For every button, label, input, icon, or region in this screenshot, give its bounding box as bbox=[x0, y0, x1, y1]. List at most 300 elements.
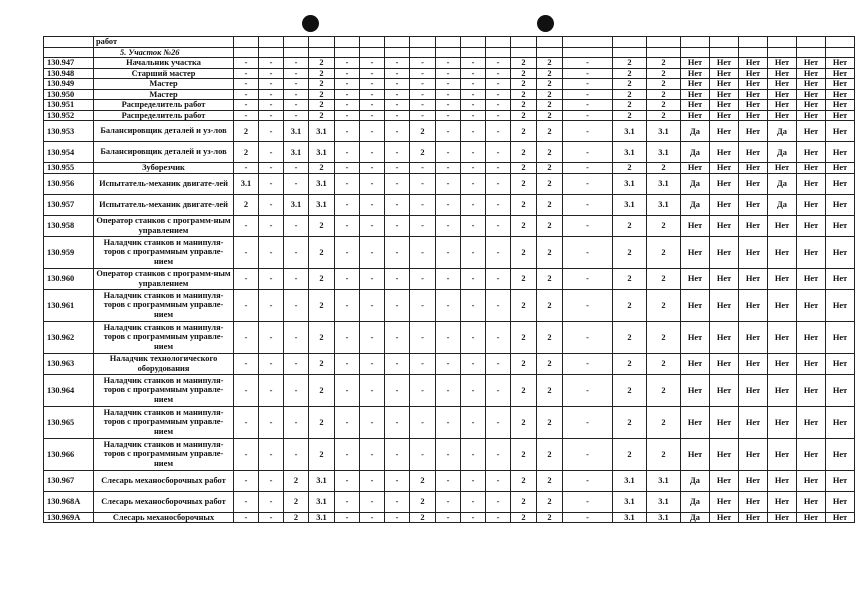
value-cell: Да bbox=[768, 142, 797, 163]
value-cell: - bbox=[486, 353, 511, 374]
value-cell: - bbox=[410, 194, 436, 215]
value-cell: Нет bbox=[826, 89, 855, 100]
value-cell: - bbox=[360, 321, 385, 353]
value-cell: - bbox=[385, 173, 410, 194]
value-cell: - bbox=[486, 374, 511, 406]
value-cell bbox=[537, 37, 563, 48]
value-cell: - bbox=[385, 142, 410, 163]
value-cell: 2 bbox=[309, 406, 335, 438]
value-cell: - bbox=[486, 438, 511, 470]
workplace-code: 130.955 bbox=[44, 163, 94, 174]
value-cell: 2 bbox=[284, 491, 309, 512]
value-cell: Нет bbox=[739, 470, 768, 491]
value-cell: 2 bbox=[647, 58, 681, 69]
value-cell: - bbox=[335, 110, 360, 121]
value-cell: - bbox=[461, 236, 486, 268]
value-cell: - bbox=[360, 215, 385, 236]
value-cell: Нет bbox=[739, 142, 768, 163]
value-cell: - bbox=[360, 512, 385, 523]
value-cell: 3.1 bbox=[613, 512, 647, 523]
value-cell: Да bbox=[681, 142, 710, 163]
value-cell: 3.1 bbox=[613, 470, 647, 491]
value-cell: - bbox=[259, 268, 284, 289]
value-cell: Да bbox=[768, 194, 797, 215]
value-cell: Нет bbox=[710, 163, 739, 174]
value-cell: Нет bbox=[739, 236, 768, 268]
value-cell: 3.1 bbox=[613, 142, 647, 163]
value-cell: Нет bbox=[739, 289, 768, 321]
value-cell: - bbox=[563, 406, 613, 438]
value-cell: 2 bbox=[511, 289, 537, 321]
position-name: Начальник участка bbox=[94, 58, 234, 69]
value-cell: - bbox=[284, 353, 309, 374]
value-cell: - bbox=[360, 58, 385, 69]
table-row bbox=[44, 438, 855, 470]
value-cell: Нет bbox=[739, 268, 768, 289]
value-cell: - bbox=[259, 173, 284, 194]
value-cell: - bbox=[436, 194, 461, 215]
value-cell: Нет bbox=[797, 110, 826, 121]
value-cell: Нет bbox=[710, 470, 739, 491]
value-cell bbox=[309, 37, 335, 48]
value-cell: - bbox=[461, 100, 486, 111]
value-cell: - bbox=[563, 438, 613, 470]
value-cell: Нет bbox=[681, 321, 710, 353]
value-cell: 2 bbox=[511, 100, 537, 111]
value-cell: 2 bbox=[647, 374, 681, 406]
value-cell bbox=[826, 37, 855, 48]
value-cell: 2 bbox=[511, 194, 537, 215]
value-cell: 3.1 bbox=[284, 142, 309, 163]
value-cell: 3.1 bbox=[613, 173, 647, 194]
value-cell: - bbox=[486, 491, 511, 512]
value-cell: - bbox=[486, 173, 511, 194]
workplace-code: 130.957 bbox=[44, 194, 94, 215]
value-cell: - bbox=[259, 470, 284, 491]
value-cell: Нет bbox=[681, 438, 710, 470]
value-cell: - bbox=[461, 353, 486, 374]
value-cell: - bbox=[461, 512, 486, 523]
value-cell: - bbox=[259, 374, 284, 406]
value-cell: Нет bbox=[710, 173, 739, 194]
value-cell: - bbox=[335, 79, 360, 90]
value-cell: 2 bbox=[511, 142, 537, 163]
value-cell: - bbox=[486, 68, 511, 79]
value-cell bbox=[797, 37, 826, 48]
table-row bbox=[44, 268, 855, 289]
value-cell: 2 bbox=[309, 58, 335, 69]
value-cell: - bbox=[385, 89, 410, 100]
value-cell: - bbox=[436, 215, 461, 236]
value-cell: - bbox=[360, 121, 385, 142]
value-cell: 2 bbox=[284, 470, 309, 491]
value-cell: 2 bbox=[613, 215, 647, 236]
value-cell: 2 bbox=[511, 163, 537, 174]
value-cell: 2 bbox=[511, 438, 537, 470]
value-cell: 2 bbox=[511, 406, 537, 438]
value-cell: Нет bbox=[768, 163, 797, 174]
value-cell: Нет bbox=[739, 353, 768, 374]
value-cell: Нет bbox=[739, 68, 768, 79]
value-cell: - bbox=[259, 121, 284, 142]
value-cell: - bbox=[486, 470, 511, 491]
value-cell: Нет bbox=[681, 89, 710, 100]
value-cell: 2 bbox=[511, 491, 537, 512]
value-cell bbox=[360, 37, 385, 48]
value-cell: - bbox=[385, 194, 410, 215]
value-cell: - bbox=[284, 68, 309, 79]
table-row bbox=[44, 110, 855, 121]
value-cell: 3.1 bbox=[613, 121, 647, 142]
value-cell: 2 bbox=[537, 100, 563, 111]
value-cell: - bbox=[259, 353, 284, 374]
value-cell: Нет bbox=[681, 289, 710, 321]
value-cell: - bbox=[259, 236, 284, 268]
value-cell: 2 bbox=[537, 491, 563, 512]
value-cell: Нет bbox=[739, 79, 768, 90]
value-cell bbox=[768, 47, 797, 58]
value-cell: Нет bbox=[710, 194, 739, 215]
value-cell: - bbox=[234, 79, 259, 90]
workplace-code: 130.962 bbox=[44, 321, 94, 353]
value-cell bbox=[436, 47, 461, 58]
table-row bbox=[44, 163, 855, 174]
value-cell: - bbox=[436, 406, 461, 438]
value-cell: Нет bbox=[710, 89, 739, 100]
position-name: Распределитель работ bbox=[94, 110, 234, 121]
table-row bbox=[44, 215, 855, 236]
value-cell: - bbox=[360, 268, 385, 289]
value-cell: Да bbox=[681, 121, 710, 142]
value-cell: 3.1 bbox=[309, 121, 335, 142]
value-cell: 2 bbox=[309, 353, 335, 374]
value-cell bbox=[461, 37, 486, 48]
value-cell: Нет bbox=[797, 236, 826, 268]
value-cell bbox=[511, 47, 537, 58]
value-cell: - bbox=[259, 142, 284, 163]
table-row bbox=[44, 374, 855, 406]
value-cell: 2 bbox=[511, 512, 537, 523]
value-cell: 2 bbox=[613, 89, 647, 100]
value-cell: 3.1 bbox=[309, 173, 335, 194]
value-cell: Нет bbox=[681, 68, 710, 79]
table-row bbox=[44, 121, 855, 142]
value-cell: Нет bbox=[739, 89, 768, 100]
value-cell: - bbox=[563, 268, 613, 289]
value-cell: - bbox=[486, 194, 511, 215]
value-cell: 3.1 bbox=[234, 173, 259, 194]
value-cell: Да bbox=[681, 491, 710, 512]
value-cell: Нет bbox=[768, 289, 797, 321]
value-cell: 2 bbox=[410, 512, 436, 523]
value-cell: Нет bbox=[797, 89, 826, 100]
value-cell: - bbox=[360, 142, 385, 163]
value-cell: - bbox=[259, 110, 284, 121]
value-cell: Нет bbox=[797, 100, 826, 111]
value-cell: Нет bbox=[739, 406, 768, 438]
value-cell: - bbox=[385, 406, 410, 438]
value-cell: Нет bbox=[826, 173, 855, 194]
value-cell: Нет bbox=[797, 215, 826, 236]
value-cell: 2 bbox=[647, 353, 681, 374]
value-cell bbox=[259, 37, 284, 48]
value-cell: 2 bbox=[511, 68, 537, 79]
position-name: Оператор станков с программ-ным управлением bbox=[94, 268, 234, 289]
value-cell: - bbox=[563, 215, 613, 236]
value-cell: - bbox=[234, 470, 259, 491]
value-cell: - bbox=[436, 470, 461, 491]
value-cell: 2 bbox=[537, 68, 563, 79]
value-cell: 2 bbox=[647, 79, 681, 90]
value-cell: - bbox=[234, 163, 259, 174]
value-cell: - bbox=[385, 121, 410, 142]
value-cell: Нет bbox=[681, 268, 710, 289]
table-row bbox=[44, 89, 855, 100]
value-cell bbox=[613, 37, 647, 48]
value-cell: - bbox=[385, 215, 410, 236]
value-cell: - bbox=[486, 289, 511, 321]
value-cell: Нет bbox=[826, 470, 855, 491]
value-cell: Нет bbox=[768, 491, 797, 512]
value-cell bbox=[739, 47, 768, 58]
value-cell: - bbox=[563, 110, 613, 121]
workplace-code: 130.963 bbox=[44, 353, 94, 374]
value-cell: - bbox=[335, 58, 360, 69]
value-cell: - bbox=[461, 438, 486, 470]
value-cell: 2 bbox=[410, 470, 436, 491]
value-cell: - bbox=[385, 68, 410, 79]
value-cell: 2 bbox=[511, 470, 537, 491]
value-cell: Нет bbox=[768, 236, 797, 268]
value-cell: - bbox=[259, 89, 284, 100]
value-cell: 3.1 bbox=[309, 491, 335, 512]
value-cell: - bbox=[335, 142, 360, 163]
value-cell: - bbox=[563, 470, 613, 491]
value-cell bbox=[436, 37, 461, 48]
value-cell: 2 bbox=[613, 100, 647, 111]
value-cell: - bbox=[360, 194, 385, 215]
value-cell: - bbox=[335, 353, 360, 374]
value-cell: - bbox=[234, 438, 259, 470]
value-cell: - bbox=[436, 512, 461, 523]
value-cell bbox=[486, 47, 511, 58]
value-cell: Нет bbox=[739, 121, 768, 142]
value-cell: 2 bbox=[309, 374, 335, 406]
value-cell: 2 bbox=[613, 289, 647, 321]
value-cell: - bbox=[335, 68, 360, 79]
value-cell: - bbox=[410, 438, 436, 470]
value-cell: - bbox=[410, 173, 436, 194]
value-cell: - bbox=[360, 110, 385, 121]
value-cell bbox=[681, 37, 710, 48]
value-cell: - bbox=[486, 58, 511, 69]
value-cell: - bbox=[410, 374, 436, 406]
value-cell: Нет bbox=[826, 79, 855, 90]
value-cell: Нет bbox=[797, 268, 826, 289]
value-cell: Нет bbox=[826, 289, 855, 321]
value-cell: 2 bbox=[647, 163, 681, 174]
value-cell: 2 bbox=[234, 121, 259, 142]
value-cell: Нет bbox=[797, 58, 826, 69]
value-cell: - bbox=[335, 89, 360, 100]
value-cell: - bbox=[410, 110, 436, 121]
value-cell: Нет bbox=[826, 68, 855, 79]
value-cell: 2 bbox=[647, 321, 681, 353]
value-cell: Нет bbox=[826, 406, 855, 438]
value-cell: - bbox=[335, 512, 360, 523]
value-cell: - bbox=[360, 491, 385, 512]
code-cell bbox=[44, 47, 94, 58]
value-cell: Нет bbox=[768, 438, 797, 470]
value-cell: 2 bbox=[511, 173, 537, 194]
value-cell: Нет bbox=[797, 470, 826, 491]
value-cell: Нет bbox=[710, 268, 739, 289]
value-cell: - bbox=[385, 491, 410, 512]
value-cell: Нет bbox=[797, 79, 826, 90]
value-cell: - bbox=[385, 321, 410, 353]
position-name: Балансировщик деталей и уз-лов bbox=[94, 142, 234, 163]
value-cell: Нет bbox=[710, 100, 739, 111]
value-cell: Нет bbox=[710, 512, 739, 523]
value-cell: Нет bbox=[739, 110, 768, 121]
value-cell: - bbox=[436, 173, 461, 194]
value-cell: 2 bbox=[537, 406, 563, 438]
value-cell: 3.1 bbox=[647, 142, 681, 163]
value-cell: Нет bbox=[739, 374, 768, 406]
value-cell: - bbox=[385, 353, 410, 374]
value-cell: - bbox=[461, 289, 486, 321]
value-cell: 2 bbox=[537, 215, 563, 236]
table-row bbox=[44, 321, 855, 353]
value-cell: 3.1 bbox=[647, 121, 681, 142]
value-cell: - bbox=[360, 173, 385, 194]
value-cell: 2 bbox=[309, 321, 335, 353]
value-cell: 2 bbox=[537, 289, 563, 321]
position-name: Старший мастер bbox=[94, 68, 234, 79]
value-cell: - bbox=[335, 470, 360, 491]
value-cell: - bbox=[410, 163, 436, 174]
value-cell: - bbox=[461, 79, 486, 90]
code-cell bbox=[44, 37, 94, 48]
value-cell: Нет bbox=[710, 406, 739, 438]
value-cell: 2 bbox=[537, 79, 563, 90]
value-cell: 2 bbox=[511, 110, 537, 121]
value-cell: - bbox=[486, 512, 511, 523]
value-cell: - bbox=[335, 268, 360, 289]
value-cell: - bbox=[234, 321, 259, 353]
value-cell: - bbox=[284, 58, 309, 69]
value-cell: 2 bbox=[511, 236, 537, 268]
value-cell: - bbox=[284, 289, 309, 321]
value-cell: - bbox=[284, 215, 309, 236]
value-cell: Нет bbox=[797, 289, 826, 321]
value-cell: Нет bbox=[768, 215, 797, 236]
value-cell: Нет bbox=[681, 215, 710, 236]
value-cell: 2 bbox=[613, 79, 647, 90]
position-name: Наладчик технологического оборудования bbox=[94, 353, 234, 374]
value-cell: - bbox=[436, 268, 461, 289]
value-cell: 2 bbox=[537, 163, 563, 174]
value-cell: 2 bbox=[537, 374, 563, 406]
value-cell: Нет bbox=[768, 68, 797, 79]
value-cell: - bbox=[284, 321, 309, 353]
value-cell: - bbox=[486, 79, 511, 90]
value-cell: Нет bbox=[710, 58, 739, 69]
workplace-code: 130.954 bbox=[44, 142, 94, 163]
value-cell: Да bbox=[768, 173, 797, 194]
value-cell bbox=[797, 47, 826, 58]
value-cell: 2 bbox=[537, 470, 563, 491]
value-cell: 2 bbox=[613, 163, 647, 174]
value-cell: Да bbox=[768, 121, 797, 142]
value-cell: Нет bbox=[681, 110, 710, 121]
value-cell: - bbox=[360, 470, 385, 491]
value-cell: Нет bbox=[768, 268, 797, 289]
value-cell: - bbox=[385, 163, 410, 174]
value-cell: - bbox=[284, 236, 309, 268]
workplace-code: 130.951 bbox=[44, 100, 94, 111]
value-cell: - bbox=[360, 163, 385, 174]
value-cell: Нет bbox=[797, 491, 826, 512]
value-cell: 2 bbox=[613, 236, 647, 268]
value-cell: - bbox=[360, 438, 385, 470]
value-cell: - bbox=[335, 215, 360, 236]
position-name: Распределитель работ bbox=[94, 100, 234, 111]
position-name: Испытатель-механик двигате-лей bbox=[94, 194, 234, 215]
value-cell: Нет bbox=[710, 79, 739, 90]
value-cell bbox=[309, 47, 335, 58]
value-cell: - bbox=[563, 374, 613, 406]
value-cell: Нет bbox=[826, 194, 855, 215]
value-cell: Да bbox=[681, 512, 710, 523]
value-cell: 2 bbox=[537, 89, 563, 100]
value-cell: 2 bbox=[647, 68, 681, 79]
value-cell: 3.1 bbox=[647, 491, 681, 512]
value-cell: - bbox=[563, 512, 613, 523]
value-cell: - bbox=[436, 100, 461, 111]
value-cell: Нет bbox=[797, 173, 826, 194]
value-cell: - bbox=[335, 321, 360, 353]
value-cell: Нет bbox=[797, 163, 826, 174]
value-cell bbox=[511, 37, 537, 48]
value-cell: - bbox=[335, 173, 360, 194]
value-cell: - bbox=[284, 110, 309, 121]
table-row bbox=[44, 79, 855, 90]
workplace-code: 130.966 bbox=[44, 438, 94, 470]
workplace-code: 130.967 bbox=[44, 470, 94, 491]
value-cell: Нет bbox=[797, 194, 826, 215]
value-cell: - bbox=[563, 58, 613, 69]
value-cell bbox=[537, 47, 563, 58]
value-cell: - bbox=[486, 236, 511, 268]
workplace-code: 130.953 bbox=[44, 121, 94, 142]
workplace-code: 130.969А bbox=[44, 512, 94, 523]
value-cell: - bbox=[410, 58, 436, 69]
table-row bbox=[44, 491, 855, 512]
value-cell: - bbox=[259, 321, 284, 353]
value-cell: - bbox=[486, 163, 511, 174]
value-cell: Нет bbox=[768, 110, 797, 121]
continuation-name: работ bbox=[94, 37, 234, 48]
value-cell: - bbox=[486, 110, 511, 121]
value-cell: - bbox=[410, 353, 436, 374]
value-cell: - bbox=[486, 100, 511, 111]
value-cell: - bbox=[234, 100, 259, 111]
value-cell: - bbox=[486, 268, 511, 289]
value-cell: - bbox=[360, 68, 385, 79]
value-cell: 2 bbox=[309, 68, 335, 79]
value-cell: Нет bbox=[739, 512, 768, 523]
